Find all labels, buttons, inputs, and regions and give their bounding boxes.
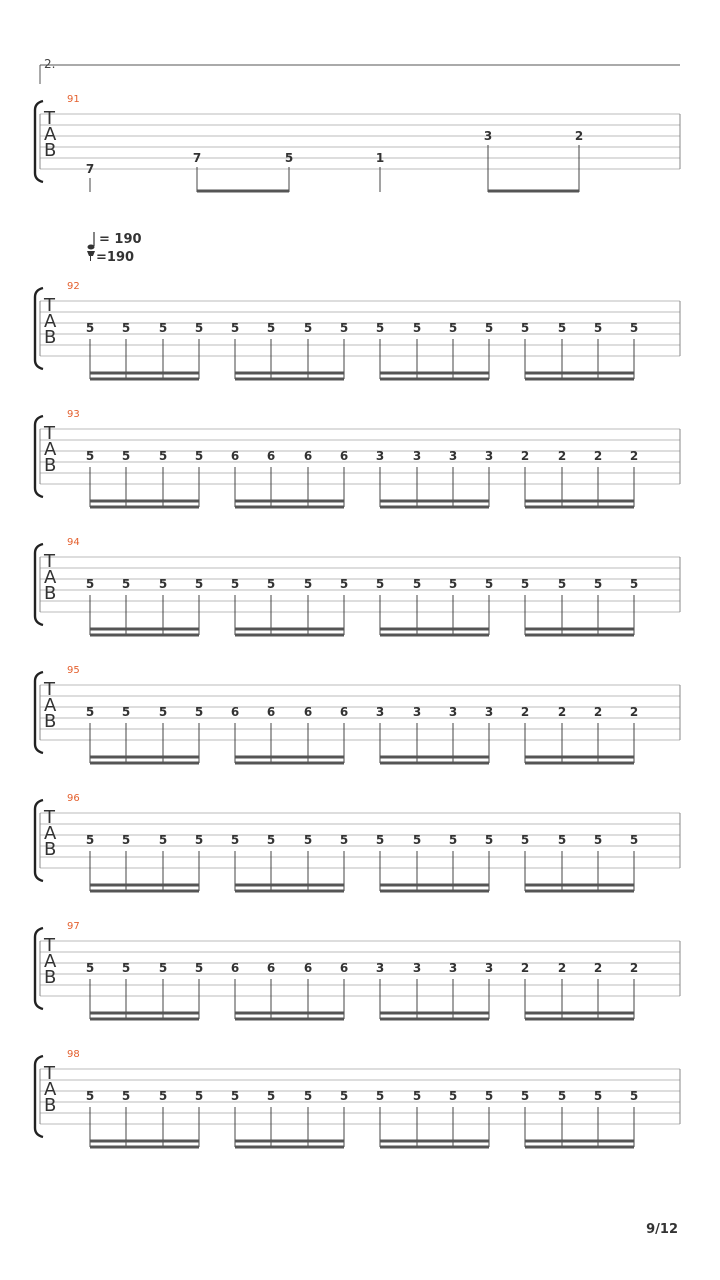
- fret-number: 2: [574, 129, 584, 143]
- fret-number: 2: [593, 961, 603, 975]
- tab-clef-letter: A: [44, 439, 57, 460]
- tab-clef-letter: T: [44, 807, 55, 828]
- fret-number: 5: [557, 577, 567, 591]
- fret-number: 5: [121, 449, 131, 463]
- system-bracket: [35, 928, 43, 1009]
- measure-number: 94: [67, 537, 80, 548]
- fret-number: 3: [448, 449, 458, 463]
- tab-clef-letter: B: [44, 839, 57, 860]
- fret-number: 5: [194, 449, 204, 463]
- fret-number: 2: [520, 705, 530, 719]
- system-bracket: [35, 288, 43, 369]
- fret-number: 5: [121, 705, 131, 719]
- tab-system: [35, 1049, 680, 1147]
- fret-number: 5: [121, 321, 131, 335]
- fret-number: 5: [85, 577, 95, 591]
- fret-number: 2: [520, 961, 530, 975]
- fret-number: 2: [629, 449, 639, 463]
- fret-number: 5: [375, 577, 385, 591]
- fret-number: 6: [339, 449, 349, 463]
- fret-number: 5: [593, 321, 603, 335]
- fret-number: 5: [230, 833, 240, 847]
- fret-number: 5: [303, 577, 313, 591]
- fret-number: 5: [593, 1089, 603, 1103]
- measure-number: 95: [67, 665, 80, 676]
- fret-number: 5: [85, 833, 95, 847]
- tab-clef-letter: B: [44, 967, 57, 988]
- measure-number: 97: [67, 921, 80, 932]
- fret-number: 5: [121, 1089, 131, 1103]
- measure-number: 96: [67, 793, 80, 804]
- fret-number: 5: [230, 321, 240, 335]
- fret-number: 5: [194, 833, 204, 847]
- system-bracket: [35, 416, 43, 497]
- fret-number: 5: [339, 577, 349, 591]
- fret-number: 2: [593, 705, 603, 719]
- fret-number: 5: [266, 833, 276, 847]
- fret-number: 2: [557, 961, 567, 975]
- fret-number: 5: [194, 705, 204, 719]
- tab-clef-letter: T: [44, 295, 55, 316]
- fret-number: 5: [448, 577, 458, 591]
- fret-number: 5: [303, 1089, 313, 1103]
- fret-number: 3: [448, 961, 458, 975]
- fret-number: 3: [484, 449, 494, 463]
- fret-number: 2: [629, 961, 639, 975]
- system-bracket: [35, 544, 43, 625]
- volta-label: 2.: [44, 57, 56, 71]
- fret-number: 5: [266, 1089, 276, 1103]
- fret-number: 5: [557, 321, 567, 335]
- tab-clef-letter: T: [44, 423, 55, 444]
- fret-number: 5: [230, 577, 240, 591]
- tab-system: [35, 409, 680, 507]
- fret-number: 5: [194, 961, 204, 975]
- fret-number: 2: [557, 449, 567, 463]
- fret-number: 5: [158, 577, 168, 591]
- tab-clef-letter: T: [44, 935, 55, 956]
- fret-number: 6: [339, 961, 349, 975]
- fret-number: 5: [484, 321, 494, 335]
- fret-number: 5: [121, 961, 131, 975]
- fret-number: 5: [85, 1089, 95, 1103]
- fret-number: 5: [375, 833, 385, 847]
- fret-number: 5: [85, 321, 95, 335]
- fret-number: 5: [448, 833, 458, 847]
- fret-number: 5: [520, 833, 530, 847]
- fret-number: 3: [375, 449, 385, 463]
- fret-number: 5: [266, 321, 276, 335]
- tab-clef-letter: A: [44, 823, 57, 844]
- fret-number: 6: [266, 449, 276, 463]
- tab-clef-letter: B: [44, 140, 57, 161]
- tab-clef-letter: A: [44, 951, 57, 972]
- fret-number: 5: [339, 1089, 349, 1103]
- fret-number: 5: [194, 1089, 204, 1103]
- fret-number: 3: [484, 705, 494, 719]
- fret-number: 2: [557, 705, 567, 719]
- tab-clef-letter: T: [44, 1063, 55, 1084]
- fret-number: 5: [448, 1089, 458, 1103]
- fret-number: 5: [629, 577, 639, 591]
- fret-number: 5: [629, 1089, 639, 1103]
- fret-number: 5: [303, 833, 313, 847]
- fret-number: 6: [230, 961, 240, 975]
- tempo-label-alt: =190: [96, 250, 135, 265]
- system-bracket: [35, 800, 43, 881]
- fret-number: 5: [412, 321, 422, 335]
- fret-number: 5: [158, 1089, 168, 1103]
- fret-number: 5: [194, 577, 204, 591]
- fret-number: 5: [484, 1089, 494, 1103]
- fret-number: 5: [158, 449, 168, 463]
- tab-clef-letter: T: [44, 679, 55, 700]
- system-bracket: [35, 672, 43, 753]
- fret-number: 5: [412, 833, 422, 847]
- tab-system: [35, 793, 680, 891]
- tab-clef-letter: A: [44, 124, 57, 145]
- fret-number: 5: [484, 577, 494, 591]
- fret-number: 6: [266, 705, 276, 719]
- fret-number: 7: [85, 162, 95, 176]
- fret-number: 5: [266, 577, 276, 591]
- system-bracket: [35, 1056, 43, 1137]
- fret-number: 5: [375, 321, 385, 335]
- tab-clef-letter: T: [44, 108, 55, 129]
- fret-number: 3: [412, 705, 422, 719]
- tab-system: [35, 281, 680, 379]
- fret-number: 2: [593, 449, 603, 463]
- fret-number: 5: [230, 1089, 240, 1103]
- tab-clef-letter: B: [44, 1095, 57, 1116]
- measure-number: 92: [67, 281, 80, 292]
- tab-system: [35, 94, 680, 192]
- tab-system: [35, 665, 680, 763]
- fret-number: 5: [158, 833, 168, 847]
- fret-number: 5: [557, 1089, 567, 1103]
- fret-number: 3: [375, 705, 385, 719]
- fret-number: 5: [194, 321, 204, 335]
- fret-number: 3: [412, 961, 422, 975]
- fret-number: 6: [230, 449, 240, 463]
- fret-number: 5: [520, 1089, 530, 1103]
- tempo-marking: [87, 232, 142, 265]
- fret-number: 5: [158, 961, 168, 975]
- fret-number: 1: [375, 151, 385, 165]
- tempo-note-icon: [87, 251, 95, 261]
- fret-number: 6: [303, 449, 313, 463]
- fret-number: 5: [629, 833, 639, 847]
- fret-number: 6: [303, 705, 313, 719]
- fret-number: 5: [520, 321, 530, 335]
- fret-number: 5: [412, 577, 422, 591]
- tab-clef-letter: B: [44, 327, 57, 348]
- fret-number: 5: [158, 705, 168, 719]
- fret-number: 5: [339, 833, 349, 847]
- fret-number: 5: [85, 705, 95, 719]
- fret-number: 5: [375, 1089, 385, 1103]
- fret-number: 6: [303, 961, 313, 975]
- fret-number: 5: [593, 577, 603, 591]
- tab-clef-letter: B: [44, 583, 57, 604]
- measure-number: 98: [67, 1049, 80, 1060]
- fret-number: 5: [85, 449, 95, 463]
- tab-clef-letter: B: [44, 711, 57, 732]
- volta-bracket: [40, 57, 680, 84]
- tempo-label: = 190: [99, 232, 142, 247]
- fret-number: 3: [483, 129, 493, 143]
- fret-number: 6: [339, 705, 349, 719]
- tab-clef-letter: A: [44, 1079, 57, 1100]
- tab-system: [35, 537, 680, 635]
- fret-number: 3: [412, 449, 422, 463]
- measure-number: 91: [67, 94, 80, 105]
- fret-number: 5: [557, 833, 567, 847]
- measure-number: 93: [67, 409, 80, 420]
- fret-number: 5: [303, 321, 313, 335]
- fret-number: 5: [593, 833, 603, 847]
- fret-number: 5: [484, 833, 494, 847]
- fret-number: 2: [520, 449, 530, 463]
- tab-clef-letter: A: [44, 311, 57, 332]
- fret-number: 2: [629, 705, 639, 719]
- fret-number: 3: [448, 705, 458, 719]
- tab-clef-letter: A: [44, 567, 57, 588]
- fret-number: 5: [158, 321, 168, 335]
- fret-number: 7: [192, 151, 202, 165]
- fret-number: 3: [375, 961, 385, 975]
- fret-number: 5: [121, 833, 131, 847]
- fret-number: 5: [629, 321, 639, 335]
- fret-number: 6: [230, 705, 240, 719]
- tab-clef-letter: T: [44, 551, 55, 572]
- fret-number: 6: [266, 961, 276, 975]
- tab-clef-letter: A: [44, 695, 57, 716]
- page-number: 9/12: [646, 1222, 678, 1237]
- fret-number: 5: [339, 321, 349, 335]
- tab-system: [35, 921, 680, 1019]
- fret-number: 5: [121, 577, 131, 591]
- fret-number: 5: [412, 1089, 422, 1103]
- fret-number: 5: [448, 321, 458, 335]
- fret-number: 5: [520, 577, 530, 591]
- tab-clef-letter: B: [44, 455, 57, 476]
- fret-number: 5: [85, 961, 95, 975]
- system-bracket: [35, 101, 43, 182]
- fret-number: 5: [284, 151, 294, 165]
- fret-number: 3: [484, 961, 494, 975]
